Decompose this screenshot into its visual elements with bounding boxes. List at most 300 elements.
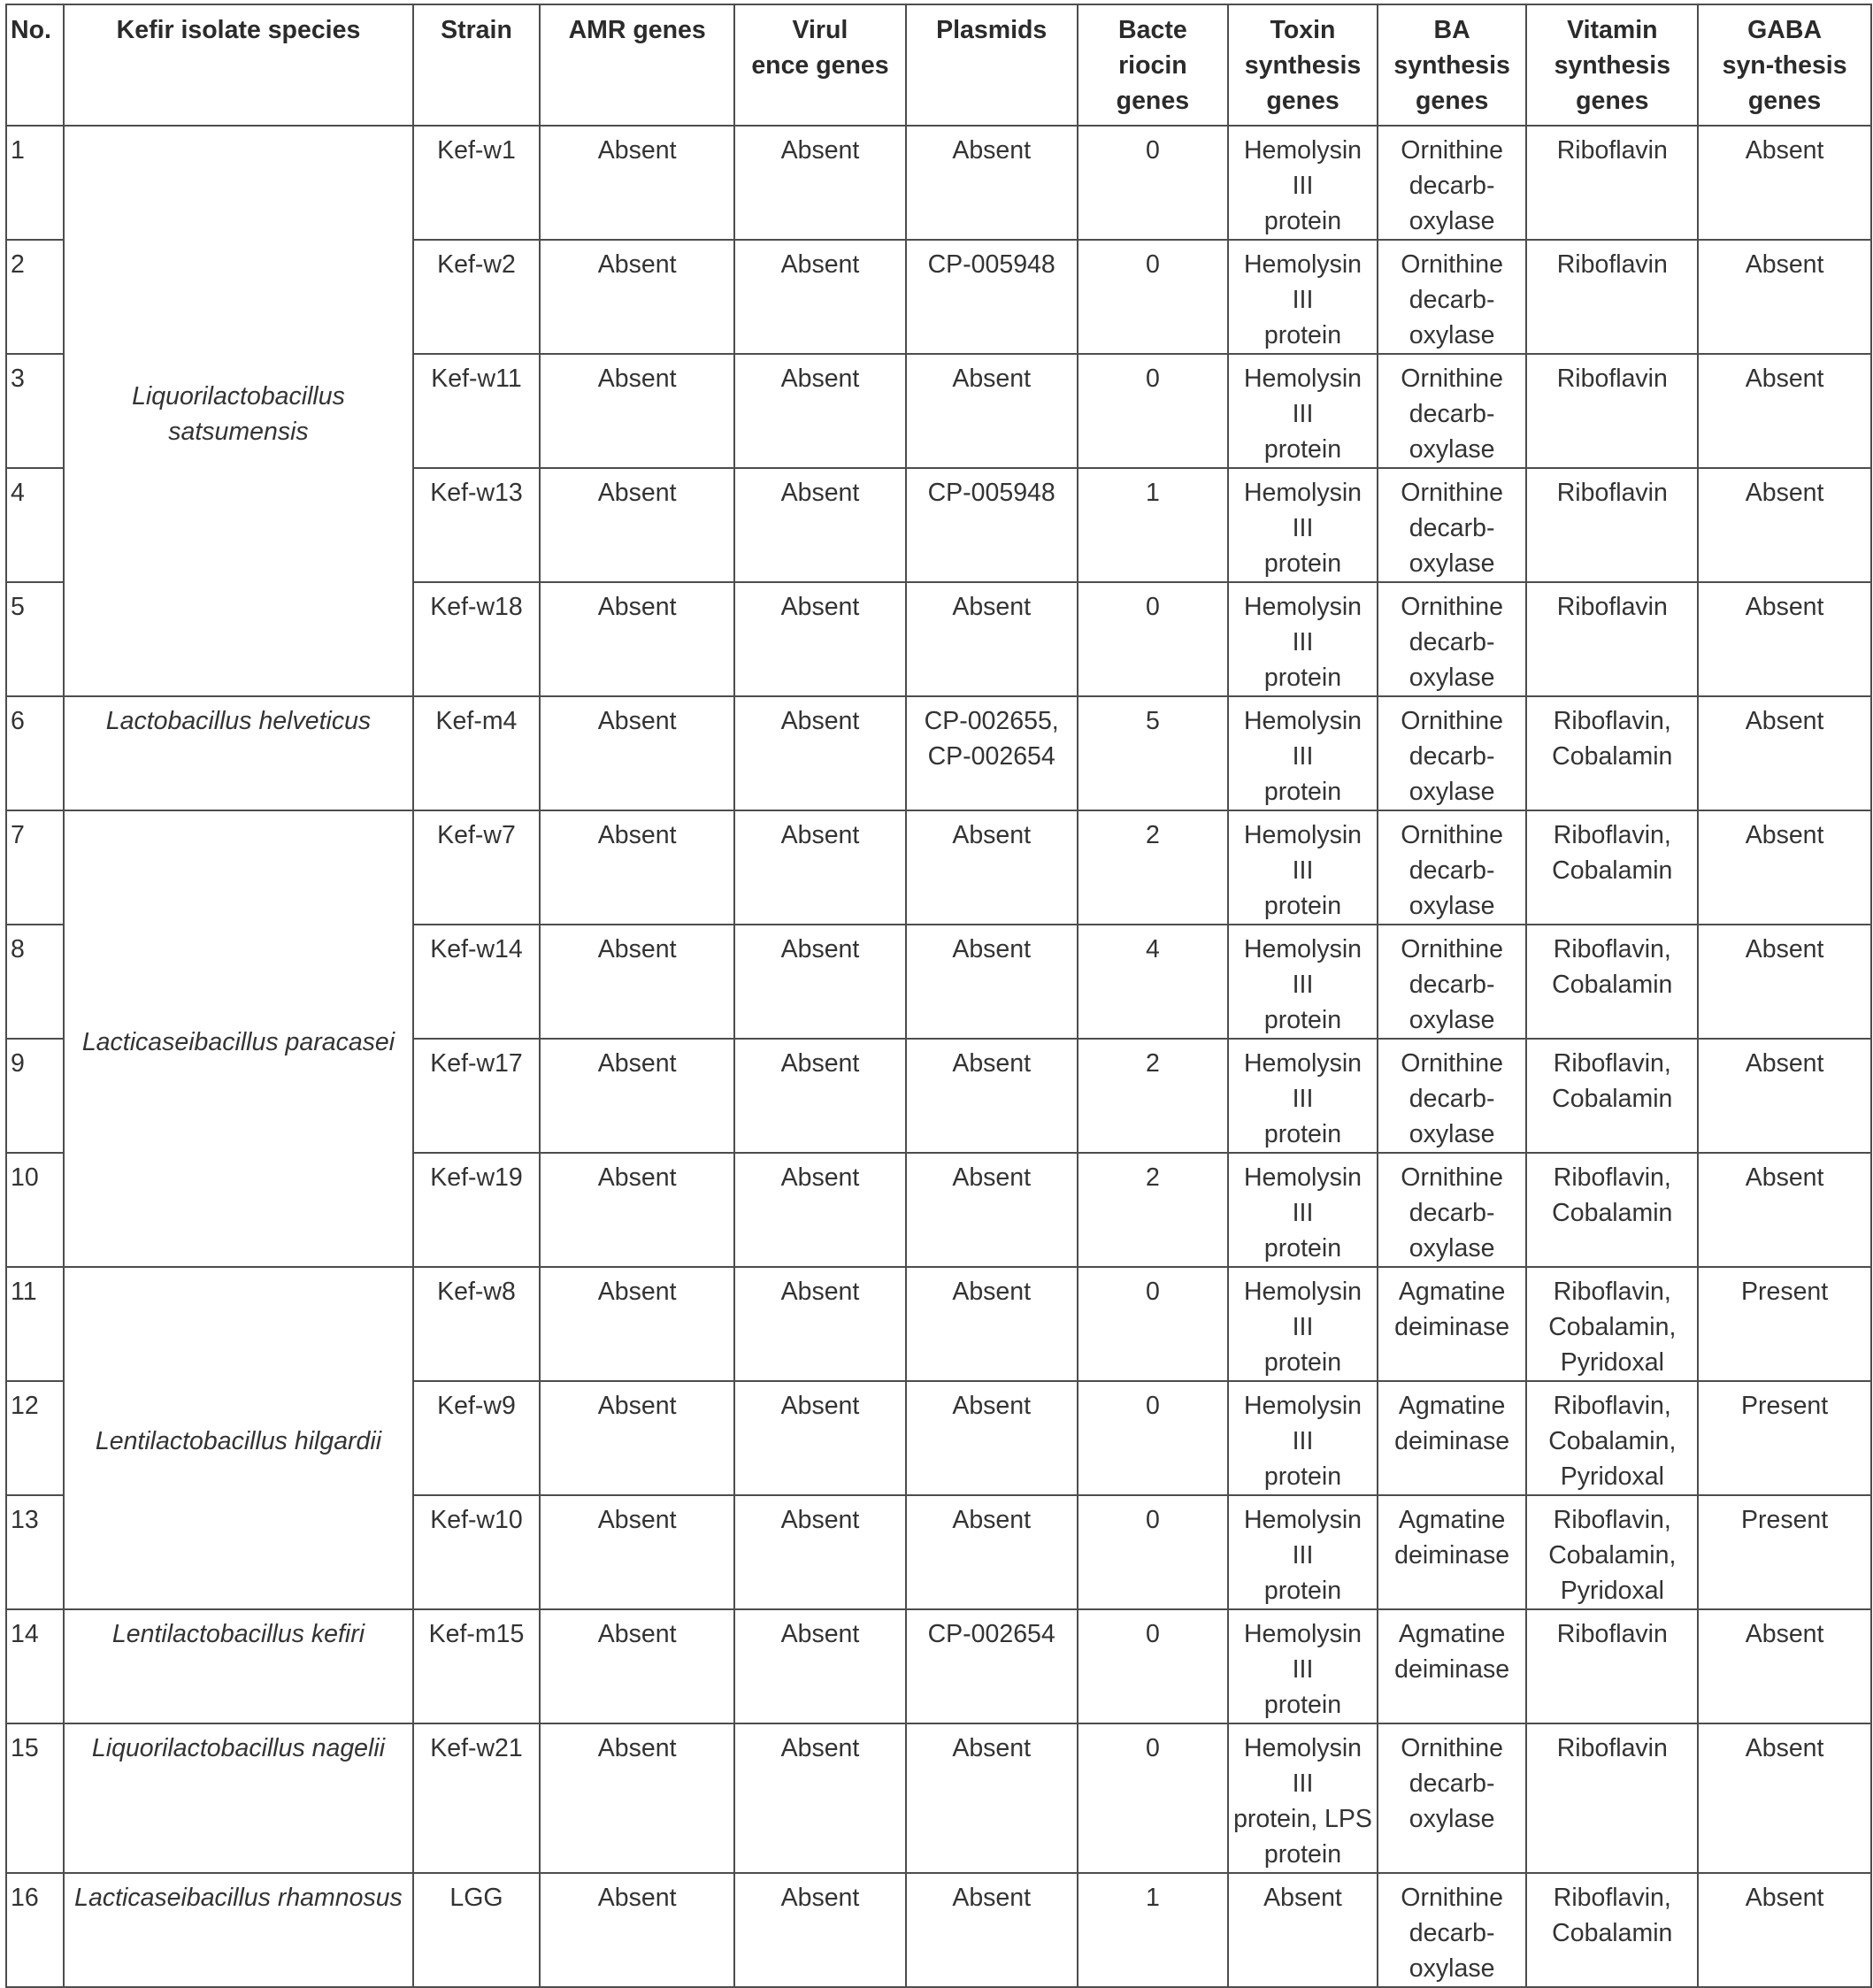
cell-bacteriocin-genes: 0 — [1078, 1495, 1229, 1609]
cell-line: protein — [1263, 778, 1342, 806]
cell-bacteriocin-genes: 0 — [1078, 126, 1229, 240]
cell-line: deiminase — [1394, 1313, 1510, 1341]
cell-line: Agmatine — [1398, 1506, 1506, 1534]
cell-virulence-genes: Absent — [734, 582, 906, 696]
cell-line: protein — [1263, 664, 1342, 692]
table-header-row — [6, 4, 1871, 126]
cell-amr-genes: Absent — [540, 1039, 734, 1153]
cell-no: 2 — [6, 240, 64, 354]
cell-line: Riboflavin — [1556, 593, 1668, 621]
cell-strain: Kef-w11 — [413, 354, 541, 468]
header-gaba-synthesis-genes — [1698, 4, 1871, 126]
cell-plasmids — [906, 1039, 1078, 1153]
cell-line: protein — [1263, 321, 1342, 349]
cell-virulence-genes: Absent — [734, 126, 906, 240]
cell-line: Ornithine — [1401, 136, 1503, 165]
cell-line: Absent — [952, 935, 1032, 963]
cell-ba-genes — [1378, 1723, 1527, 1873]
cell-line: Cobalamin, — [1548, 1313, 1677, 1341]
cell-vitamin-genes — [1526, 468, 1698, 582]
header-strain — [413, 4, 541, 126]
cell-line: syn-thesis — [1722, 51, 1847, 80]
cell-line: Absent — [952, 136, 1032, 165]
cell-line: CP-002654 — [927, 1620, 1055, 1648]
cell-line: Kefir isolate species — [116, 16, 361, 44]
cell-line: CP-002655, — [924, 707, 1059, 735]
cell-line: Hemolysin III — [1243, 1278, 1363, 1341]
cell-bacteriocin-genes: 0 — [1078, 1267, 1229, 1381]
cell-line: Hemolysin III — [1243, 365, 1363, 428]
cell-line: Ornithine — [1401, 593, 1503, 621]
cell-species — [64, 810, 412, 1267]
cell-line: decarb- — [1409, 1769, 1495, 1798]
cell-line: oxylase — [1409, 1120, 1495, 1148]
cell-line: decarb- — [1409, 1919, 1495, 1947]
cell-vitamin-genes — [1526, 1381, 1698, 1495]
cell-bacteriocin-genes: 1 — [1078, 1873, 1229, 1987]
cell-amr-genes: Absent — [540, 1381, 734, 1495]
cell-line: Liquorilactobacillus — [132, 382, 345, 411]
cell-no: 11 — [6, 1267, 64, 1381]
cell-line: Lacticaseibacillus paracasei — [81, 1027, 395, 1056]
cell-line: Ornithine — [1401, 1734, 1503, 1762]
cell-line: satsumensis — [168, 418, 309, 446]
cell-line: Hemolysin III — [1243, 821, 1363, 885]
cell-ba-genes — [1378, 468, 1527, 582]
cell-strain: Kef-m4 — [413, 696, 541, 810]
cell-line: deiminase — [1394, 1427, 1510, 1455]
cell-line: Ornithine — [1401, 1163, 1503, 1192]
cell-strain: Kef-w10 — [413, 1495, 541, 1609]
cell-line: Riboflavin, — [1553, 1163, 1671, 1192]
cell-vitamin-genes — [1526, 925, 1698, 1039]
cell-line: protein — [1263, 1840, 1342, 1869]
cell-line: Ornithine — [1401, 479, 1503, 507]
cell-line: oxylase — [1409, 549, 1495, 578]
cell-gaba-genes: Absent — [1698, 1153, 1871, 1267]
cell-line: Absent — [952, 1163, 1032, 1192]
header-no — [6, 4, 64, 126]
cell-line: Agmatine — [1398, 1620, 1506, 1648]
cell-line: decarb- — [1409, 971, 1495, 999]
cell-line: Cobalamin — [1552, 1199, 1673, 1227]
cell-strain: Kef-m15 — [413, 1609, 541, 1723]
cell-line: Riboflavin — [1556, 479, 1668, 507]
cell-line: AMR genes — [568, 16, 706, 44]
cell-bacteriocin-genes: 0 — [1078, 354, 1229, 468]
cell-line: Cobalamin — [1552, 856, 1673, 885]
kefir-isolates-table — [5, 4, 1872, 1988]
cell-line: Absent — [952, 365, 1032, 393]
cell-line: protein — [1263, 1234, 1342, 1263]
cell-line: Cobalamin — [1552, 1085, 1673, 1113]
cell-no: 16 — [6, 1873, 64, 1987]
cell-bacteriocin-genes: 2 — [1078, 1039, 1229, 1153]
cell-no: 14 — [6, 1609, 64, 1723]
cell-toxin-genes — [1228, 468, 1378, 582]
cell-line: CP-005948 — [927, 479, 1055, 507]
header-toxin-synthesis-genes — [1228, 4, 1378, 126]
cell-line: Riboflavin — [1556, 250, 1668, 279]
cell-toxin-genes — [1228, 1609, 1378, 1723]
cell-strain: Kef-w1 — [413, 126, 541, 240]
header-plasmids — [906, 4, 1078, 126]
cell-bacteriocin-genes: 0 — [1078, 240, 1229, 354]
cell-species — [64, 1267, 412, 1609]
cell-amr-genes: Absent — [540, 240, 734, 354]
cell-line: No. — [11, 16, 51, 44]
cell-virulence-genes: Absent — [734, 810, 906, 925]
cell-species — [64, 696, 412, 810]
cell-gaba-genes: Absent — [1698, 126, 1871, 240]
cell-line: Hemolysin III — [1243, 1163, 1363, 1227]
cell-strain: Kef-w21 — [413, 1723, 541, 1873]
cell-line: Absent — [952, 1392, 1032, 1420]
cell-line: Riboflavin, — [1553, 1506, 1671, 1534]
cell-toxin-genes — [1228, 1039, 1378, 1153]
cell-no: 15 — [6, 1723, 64, 1873]
cell-line: Ornithine — [1401, 250, 1503, 279]
cell-virulence-genes: Absent — [734, 1267, 906, 1381]
cell-line: Hemolysin III — [1243, 707, 1363, 771]
cell-line: Hemolysin III — [1243, 479, 1363, 542]
cell-strain: Kef-w13 — [413, 468, 541, 582]
cell-strain: Kef-w14 — [413, 925, 541, 1039]
cell-line: protein — [1263, 1120, 1342, 1148]
cell-no: 7 — [6, 810, 64, 925]
cell-gaba-genes: Absent — [1698, 354, 1871, 468]
cell-line: Riboflavin, — [1553, 1278, 1671, 1306]
cell-line: oxylase — [1409, 321, 1495, 349]
cell-line: oxylase — [1409, 435, 1495, 464]
cell-line: Riboflavin, — [1553, 935, 1671, 963]
cell-species — [64, 126, 412, 696]
cell-line: Absent — [952, 593, 1032, 621]
table-row — [6, 1723, 1871, 1873]
cell-line: Absent — [952, 1884, 1032, 1912]
cell-amr-genes: Absent — [540, 1723, 734, 1873]
cell-line: Riboflavin, — [1553, 1884, 1671, 1912]
cell-gaba-genes: Absent — [1698, 1039, 1871, 1153]
cell-plasmids — [906, 1267, 1078, 1381]
cell-line: oxylase — [1409, 892, 1495, 920]
table-row — [6, 696, 1871, 810]
cell-line: Hemolysin III — [1243, 1392, 1363, 1455]
cell-bacteriocin-genes: 0 — [1078, 1609, 1229, 1723]
cell-gaba-genes: Absent — [1698, 1723, 1871, 1873]
cell-line: Hemolysin III — [1243, 1506, 1363, 1570]
cell-ba-genes — [1378, 1267, 1527, 1381]
cell-toxin-genes — [1228, 810, 1378, 925]
cell-line: Ornithine — [1401, 821, 1503, 849]
cell-toxin-genes — [1228, 1723, 1378, 1873]
cell-no: 3 — [6, 354, 64, 468]
cell-line: oxylase — [1409, 1954, 1495, 1983]
cell-ba-genes — [1378, 354, 1527, 468]
cell-strain: LGG — [413, 1873, 541, 1987]
cell-toxin-genes — [1228, 1153, 1378, 1267]
cell-no: 1 — [6, 126, 64, 240]
cell-strain: Kef-w8 — [413, 1267, 541, 1381]
cell-line: GABA — [1747, 16, 1823, 44]
cell-vitamin-genes — [1526, 1153, 1698, 1267]
cell-line: protein — [1263, 1462, 1342, 1491]
cell-bacteriocin-genes: 4 — [1078, 925, 1229, 1039]
cell-line: Riboflavin, — [1553, 1049, 1671, 1078]
cell-plasmids — [906, 696, 1078, 810]
cell-line: protein, LPS — [1233, 1805, 1372, 1833]
cell-toxin-genes — [1228, 1381, 1378, 1495]
cell-vitamin-genes — [1526, 1609, 1698, 1723]
cell-line: protein — [1263, 435, 1342, 464]
cell-line: Lactobacillus helveticus — [105, 707, 372, 735]
cell-plasmids — [906, 1609, 1078, 1723]
cell-line: Lentilactobacillus hilgardii — [95, 1427, 382, 1455]
cell-ba-genes — [1378, 1381, 1527, 1495]
cell-amr-genes: Absent — [540, 1495, 734, 1609]
cell-gaba-genes: Absent — [1698, 468, 1871, 582]
cell-line: decarb- — [1409, 1199, 1495, 1227]
cell-line: Riboflavin — [1556, 1620, 1668, 1648]
cell-line: Lacticaseibacillus rhamnosus — [74, 1884, 403, 1912]
cell-line: Absent — [952, 1506, 1032, 1534]
cell-line: genes — [1266, 87, 1340, 115]
cell-line: Ornithine — [1401, 707, 1503, 735]
cell-no: 13 — [6, 1495, 64, 1609]
cell-line: Hemolysin III — [1243, 1734, 1363, 1798]
cell-amr-genes: Absent — [540, 1609, 734, 1723]
cell-strain: Kef-w7 — [413, 810, 541, 925]
cell-toxin-genes — [1228, 240, 1378, 354]
cell-line: Absent — [952, 1278, 1032, 1306]
table-row — [6, 1873, 1871, 1987]
cell-line: Cobalamin — [1552, 1919, 1673, 1947]
cell-ba-genes — [1378, 1153, 1527, 1267]
cell-vitamin-genes — [1526, 1873, 1698, 1987]
cell-line: Hemolysin III — [1243, 250, 1363, 314]
cell-line: Absent — [952, 821, 1032, 849]
cell-line: Pyridoxal — [1560, 1577, 1664, 1605]
cell-line: CP-005948 — [927, 250, 1055, 279]
cell-line: Pyridoxal — [1560, 1348, 1664, 1377]
cell-virulence-genes: Absent — [734, 1381, 906, 1495]
cell-toxin-genes — [1228, 582, 1378, 696]
cell-line: decarb- — [1409, 742, 1495, 771]
cell-line: Hemolysin III — [1243, 1049, 1363, 1113]
cell-line: oxylase — [1409, 1805, 1495, 1833]
cell-plasmids — [906, 354, 1078, 468]
cell-line: Riboflavin — [1556, 1734, 1668, 1762]
cell-toxin-genes — [1228, 1267, 1378, 1381]
cell-line: Riboflavin — [1556, 365, 1668, 393]
cell-virulence-genes: Absent — [734, 1723, 906, 1873]
cell-amr-genes: Absent — [540, 696, 734, 810]
cell-line: Cobalamin — [1552, 742, 1673, 771]
header-species — [64, 4, 412, 126]
cell-toxin-genes — [1228, 925, 1378, 1039]
cell-line: synthesis — [1554, 51, 1671, 80]
cell-amr-genes: Absent — [540, 1267, 734, 1381]
cell-toxin-genes — [1228, 354, 1378, 468]
cell-line: Plasmids — [936, 16, 1048, 44]
table-row — [6, 810, 1871, 925]
cell-line: genes — [1576, 87, 1649, 115]
cell-line: Ornithine — [1401, 935, 1503, 963]
cell-line: deiminase — [1394, 1655, 1510, 1684]
cell-line: decarb- — [1409, 1085, 1495, 1113]
cell-line: protein — [1263, 1577, 1342, 1605]
cell-line: oxylase — [1409, 1006, 1495, 1034]
cell-vitamin-genes — [1526, 1495, 1698, 1609]
cell-line: protein — [1263, 1006, 1342, 1034]
header-bacteriocin-genes — [1078, 4, 1229, 126]
cell-vitamin-genes — [1526, 810, 1698, 925]
cell-ba-genes — [1378, 925, 1527, 1039]
cell-line: Riboflavin, — [1553, 821, 1671, 849]
cell-plasmids — [906, 925, 1078, 1039]
cell-vitamin-genes — [1526, 240, 1698, 354]
cell-line: riocin genes — [1116, 51, 1190, 115]
cell-virulence-genes: Absent — [734, 1039, 906, 1153]
cell-line: Hemolysin III — [1243, 935, 1363, 999]
cell-line: Riboflavin, — [1553, 1392, 1671, 1420]
cell-ba-genes — [1378, 1495, 1527, 1609]
cell-ba-genes — [1378, 1039, 1527, 1153]
cell-ba-genes — [1378, 582, 1527, 696]
cell-gaba-genes: Absent — [1698, 810, 1871, 925]
cell-line: Bacte — [1118, 16, 1187, 44]
cell-line: oxylase — [1409, 207, 1495, 235]
cell-line: Ornithine — [1401, 1884, 1503, 1912]
cell-line: Ornithine — [1401, 1049, 1503, 1078]
cell-amr-genes: Absent — [540, 582, 734, 696]
cell-plasmids — [906, 1381, 1078, 1495]
cell-bacteriocin-genes: 1 — [1078, 468, 1229, 582]
cell-line: protein — [1263, 549, 1342, 578]
cell-line: synthesis — [1244, 51, 1362, 80]
cell-bacteriocin-genes: 2 — [1078, 1153, 1229, 1267]
cell-amr-genes: Absent — [540, 1873, 734, 1987]
cell-line: Strain — [441, 16, 512, 44]
cell-line: Hemolysin III — [1243, 593, 1363, 656]
header-ba-synthesis-genes — [1378, 4, 1527, 126]
table-container — [5, 4, 1872, 1988]
cell-line: Riboflavin, — [1553, 707, 1671, 735]
cell-line: genes — [1415, 87, 1489, 115]
cell-amr-genes: Absent — [540, 1153, 734, 1267]
cell-line: Pyridoxal — [1560, 1462, 1664, 1491]
cell-line: oxylase — [1409, 664, 1495, 692]
cell-line: Hemolysin III — [1243, 1620, 1363, 1684]
cell-bacteriocin-genes: 2 — [1078, 810, 1229, 925]
cell-ba-genes — [1378, 126, 1527, 240]
cell-plasmids — [906, 1495, 1078, 1609]
header-vitamin-synthesis-genes — [1526, 4, 1698, 126]
cell-vitamin-genes — [1526, 696, 1698, 810]
cell-gaba-genes: Absent — [1698, 1873, 1871, 1987]
cell-line: Absent — [1263, 1884, 1342, 1912]
cell-no: 12 — [6, 1381, 64, 1495]
cell-line: Lentilactobacillus kefiri — [111, 1620, 365, 1648]
cell-line: decarb- — [1409, 514, 1495, 542]
cell-plasmids — [906, 1873, 1078, 1987]
cell-virulence-genes: Absent — [734, 1153, 906, 1267]
cell-line: Absent — [952, 1734, 1032, 1762]
cell-line: ence genes — [751, 51, 889, 80]
header-amr-genes — [540, 4, 734, 126]
cell-no: 8 — [6, 925, 64, 1039]
cell-strain: Kef-w17 — [413, 1039, 541, 1153]
cell-line: CP-002654 — [927, 742, 1055, 771]
cell-amr-genes: Absent — [540, 126, 734, 240]
table-row — [6, 126, 1871, 240]
cell-line: decarb- — [1409, 400, 1495, 428]
cell-virulence-genes: Absent — [734, 354, 906, 468]
cell-amr-genes: Absent — [540, 468, 734, 582]
cell-line: Absent — [952, 1049, 1032, 1078]
cell-ba-genes — [1378, 696, 1527, 810]
cell-amr-genes: Absent — [540, 354, 734, 468]
cell-no: 6 — [6, 696, 64, 810]
cell-plasmids — [906, 240, 1078, 354]
cell-toxin-genes — [1228, 696, 1378, 810]
cell-bacteriocin-genes: 5 — [1078, 696, 1229, 810]
cell-line: Ornithine — [1401, 365, 1503, 393]
cell-gaba-genes: Present — [1698, 1495, 1871, 1609]
cell-line: protein — [1263, 207, 1342, 235]
cell-ba-genes — [1378, 1609, 1527, 1723]
cell-line: Virul — [792, 16, 848, 44]
cell-gaba-genes: Present — [1698, 1267, 1871, 1381]
cell-no: 10 — [6, 1153, 64, 1267]
cell-plasmids — [906, 810, 1078, 925]
cell-plasmids — [906, 126, 1078, 240]
cell-no: 5 — [6, 582, 64, 696]
cell-amr-genes: Absent — [540, 810, 734, 925]
cell-line: Cobalamin — [1552, 971, 1673, 999]
cell-species — [64, 1723, 412, 1873]
cell-line: decarb- — [1409, 172, 1495, 200]
cell-line: Agmatine — [1398, 1392, 1506, 1420]
cell-line: deiminase — [1394, 1541, 1510, 1570]
cell-strain: Kef-w9 — [413, 1381, 541, 1495]
cell-no: 9 — [6, 1039, 64, 1153]
table-body — [6, 126, 1871, 1987]
cell-line: genes — [1747, 87, 1822, 115]
cell-line: decarb- — [1409, 628, 1495, 656]
cell-toxin-genes — [1228, 1873, 1378, 1987]
cell-strain: Kef-w2 — [413, 240, 541, 354]
cell-line: protein — [1263, 1348, 1342, 1377]
cell-virulence-genes: Absent — [734, 925, 906, 1039]
cell-plasmids — [906, 1153, 1078, 1267]
cell-species — [64, 1873, 412, 1987]
cell-strain: Kef-w18 — [413, 582, 541, 696]
cell-virulence-genes: Absent — [734, 468, 906, 582]
cell-bacteriocin-genes: 0 — [1078, 582, 1229, 696]
cell-ba-genes — [1378, 1873, 1527, 1987]
cell-gaba-genes: Absent — [1698, 240, 1871, 354]
cell-line: decarb- — [1409, 856, 1495, 885]
cell-gaba-genes: Absent — [1698, 925, 1871, 1039]
cell-plasmids — [906, 582, 1078, 696]
cell-virulence-genes: Absent — [734, 240, 906, 354]
cell-gaba-genes: Absent — [1698, 1609, 1871, 1723]
cell-plasmids — [906, 468, 1078, 582]
cell-vitamin-genes — [1526, 1039, 1698, 1153]
cell-line: Hemolysin III — [1243, 136, 1363, 200]
cell-virulence-genes: Absent — [734, 1609, 906, 1723]
